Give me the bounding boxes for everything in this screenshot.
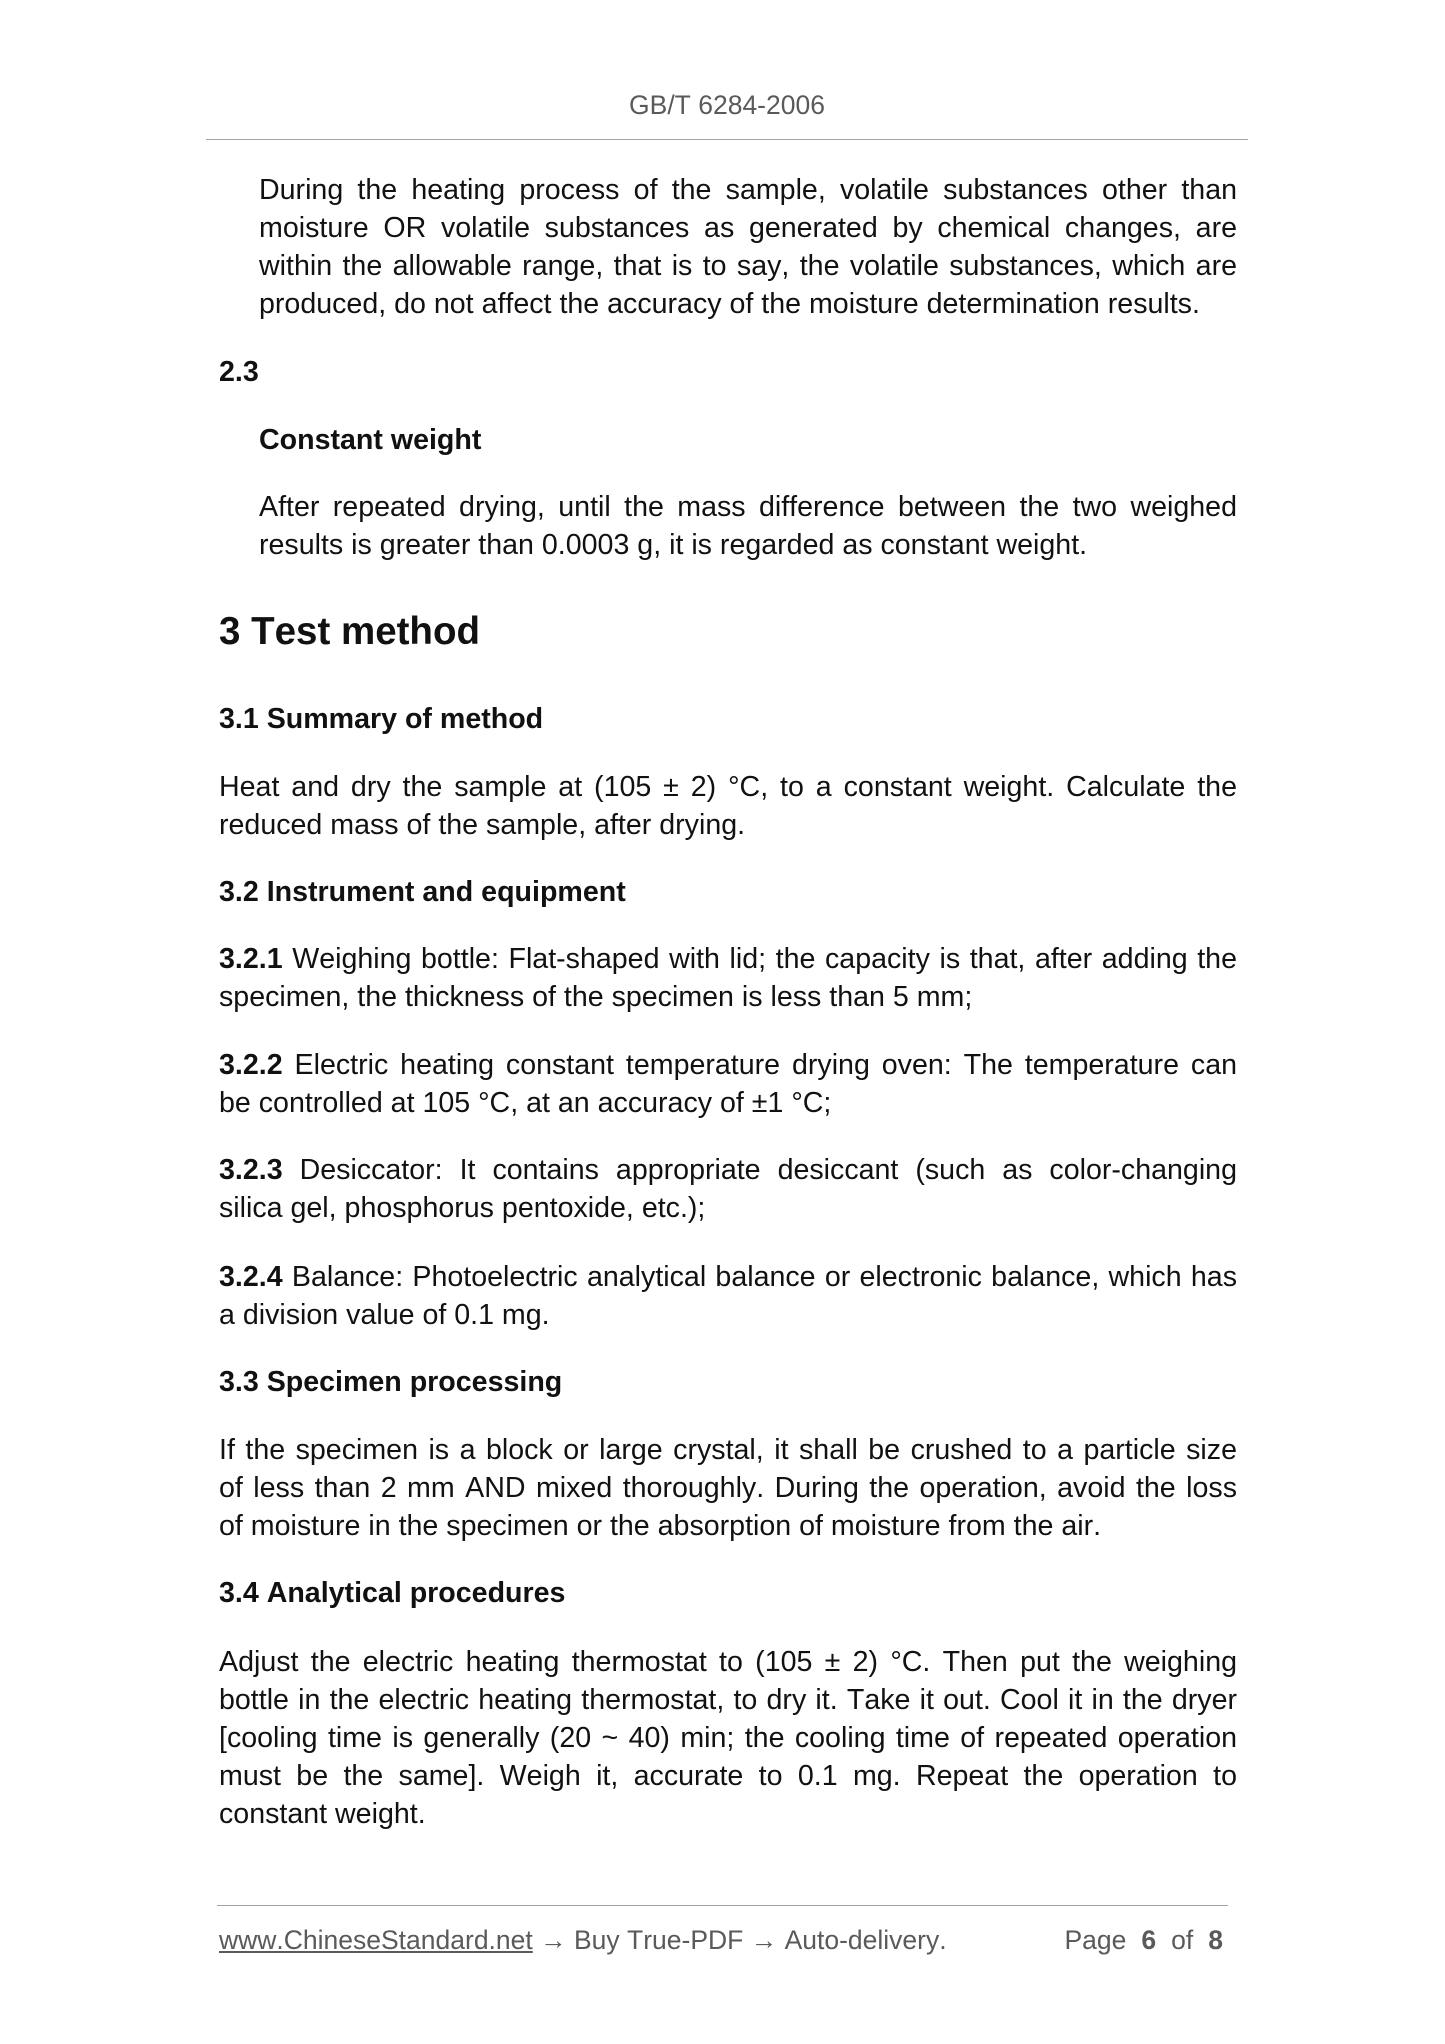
paragraph-line: must be the same]. Weigh it, accurate to 0.1 mg. Repeat the operation to xyxy=(219,1760,1237,1792)
subsection-heading: 3.4 Analytical procedures xyxy=(219,1577,566,1609)
paragraph-line: After repeated drying, until the mass difference between the two weighed xyxy=(259,491,1237,523)
item-text: Desiccator: It contains appropriate desiccant (such as color-changing xyxy=(299,1154,1237,1186)
item-number: 3.2.4 xyxy=(219,1261,283,1293)
subsection-heading: 3.1 Summary of method xyxy=(219,703,544,735)
paragraph-line: Heat and dry the sample at (105 ± 2) °C, to a constant weight. Calculate the xyxy=(219,771,1237,803)
intro-paragraph xyxy=(259,171,1237,323)
paragraph-line xyxy=(219,1258,1237,1296)
section-heading: 3 Test method xyxy=(219,610,480,653)
paragraph-line: Adjust the electric heating thermostat to (105 ± 2) °C. Then put the weighing xyxy=(219,1646,1237,1678)
paragraph-line: moisture OR volatile substances as generated by chemical changes, are xyxy=(259,212,1237,244)
paragraph-line xyxy=(219,1151,1237,1189)
page-indicator xyxy=(1065,1923,1224,1957)
paragraph-line: reduced mass of the sample, after drying. xyxy=(219,809,746,841)
paragraph-line: bottle in the electric heating thermostat, to dry it. Take it out. Cool it in the dryer xyxy=(219,1684,1237,1716)
paragraph-line: specimen, the thickness of the specimen is less than 5 mm; xyxy=(219,981,973,1013)
item-text: Balance: Photoelectric analytical balance or electronic balance, which has xyxy=(291,1261,1237,1293)
page-footer xyxy=(219,1923,947,1957)
equipment-item xyxy=(219,1046,1237,1122)
current-page-number: 6 xyxy=(1141,1925,1157,1955)
document-number: GB/T 6284-2006 xyxy=(629,90,825,120)
subsection-heading: 3.2 Instrument and equipment xyxy=(219,876,626,908)
item-text: Electric heating constant temperature drying oven: The temperature can xyxy=(294,1049,1237,1081)
term-title: Constant weight xyxy=(259,424,482,456)
paragraph-line: produced, do not affect the accuracy of the moisture determination results. xyxy=(259,288,1200,320)
item-number: 3.2.1 xyxy=(219,943,283,975)
specimen-processing-paragraph xyxy=(219,1431,1237,1545)
page-label: Page xyxy=(1064,1925,1127,1955)
paragraph-line: of moisture in the specimen or the absorption of moisture from the air. xyxy=(219,1510,1102,1542)
summary-paragraph xyxy=(219,768,1237,844)
subsection-heading: 3.3 Specimen processing xyxy=(219,1366,563,1398)
paragraph-line: If the specimen is a block or large crystal, it shall be crushed to a particle size xyxy=(219,1434,1237,1466)
paragraph-line: silica gel, phosphorus pentoxide, etc.); xyxy=(219,1192,706,1224)
footer-tagline: → Buy True-PDF → Auto-delivery. xyxy=(540,1925,947,1955)
paragraph-line xyxy=(219,940,1237,978)
equipment-item xyxy=(219,940,1237,1016)
equipment-item xyxy=(219,1151,1237,1227)
item-number: 3.2.2 xyxy=(219,1049,283,1081)
header-divider xyxy=(206,139,1248,140)
website-link[interactable]: www.ChineseStandard.net xyxy=(219,1925,533,1955)
equipment-item xyxy=(219,1258,1237,1334)
clause-number: 2.3 xyxy=(219,356,259,388)
paragraph-line: results is greater than 0.0003 g, it is regarded as constant weight. xyxy=(259,529,1088,561)
paragraph-line: constant weight. xyxy=(219,1798,426,1830)
running-header xyxy=(206,88,1248,122)
paragraph-line xyxy=(219,1046,1237,1084)
item-number: 3.2.3 xyxy=(219,1154,283,1186)
procedure-paragraph xyxy=(219,1643,1237,1833)
paragraph-line: of less than 2 mm AND mixed thoroughly. During the operation, avoid the loss xyxy=(219,1472,1237,1504)
footer-divider xyxy=(217,1905,1228,1906)
term-definition xyxy=(259,488,1237,564)
paragraph-line: within the allowable range, that is to say, the volatile substances, which are xyxy=(259,250,1237,282)
paragraph-line: [cooling time is generally (20 ~ 40) min; the cooling time of repeated operation xyxy=(219,1722,1237,1754)
total-pages-number: 8 xyxy=(1208,1925,1223,1955)
item-text: Weighing bottle: Flat-shaped with lid; the capacity is that, after adding the xyxy=(292,943,1237,975)
paragraph-line: During the heating process of the sample, volatile substances other than xyxy=(259,174,1237,206)
paragraph-line: a division value of 0.1 mg. xyxy=(219,1299,550,1331)
page-of-label: of xyxy=(1171,1925,1194,1955)
paragraph-line: be controlled at 105 °C, at an accuracy of ±1 °C; xyxy=(219,1087,832,1119)
